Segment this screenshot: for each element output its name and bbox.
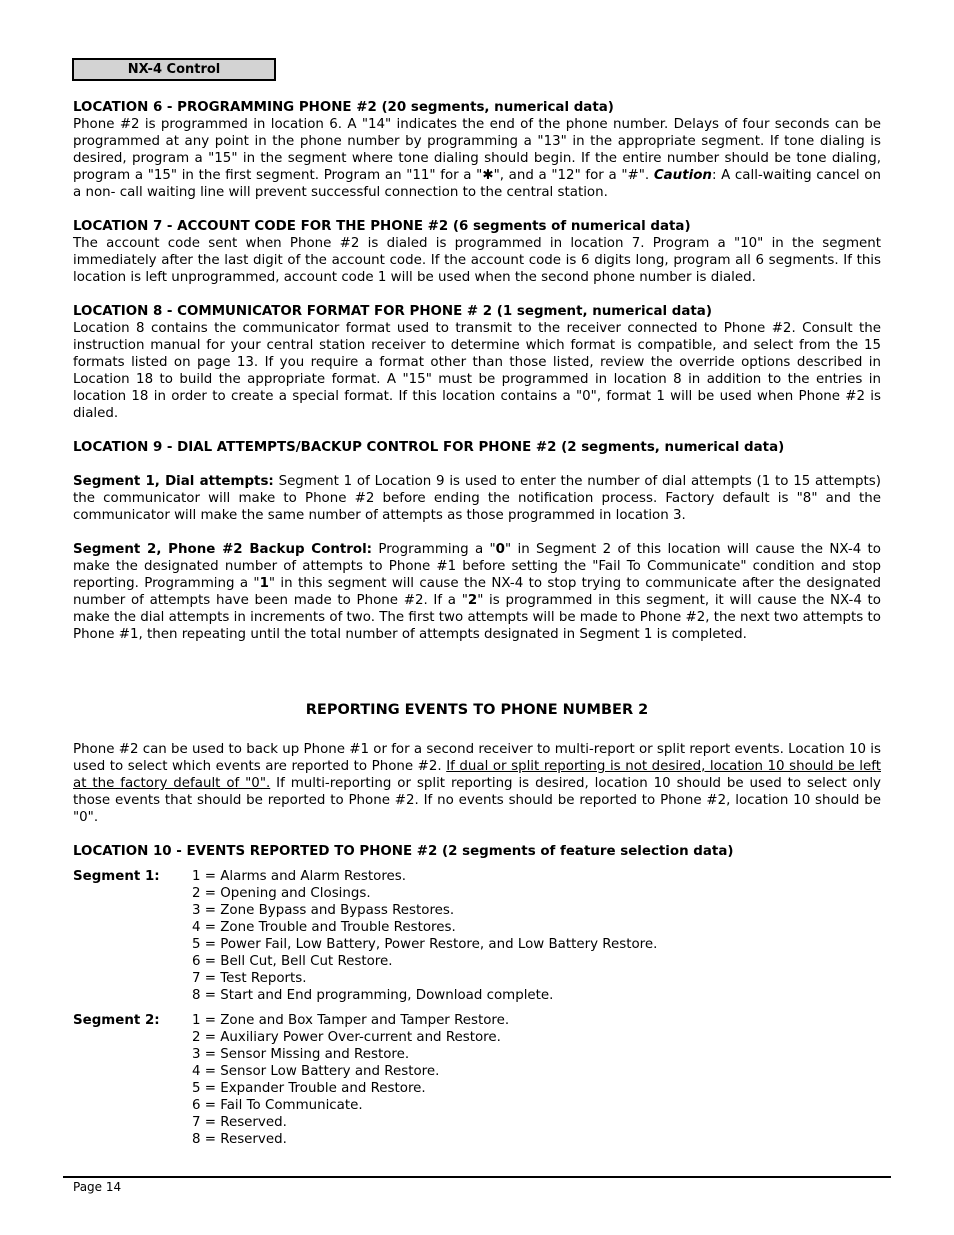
list-item: 5 = Expander Trouble and Restore.: [192, 1081, 426, 1096]
list-item: 1 = Zone and Box Tamper and Tamper Restore.: [192, 1013, 510, 1028]
location-8-body: Location 8 contains the communicator format used to transmit to the receiver connected to Phone #2. Consult the instruction manual for your central station receiver to determine which format is compatible, and select from the 15 formats listed on page 13. If you require a format other than those listed, review the override options described in Location 18 to build the appropriate format. A "15" must be programmed in location 8 in addition to the entries in location 18 in order to create a special format. If this location contains a "0", format 1 will be used when Phone #2 is dialed.: [73, 321, 881, 421]
segment-1-list: [192, 868, 657, 1004]
footer-divider: [63, 1176, 891, 1178]
list-item: 8 = Start and End programming, Download complete.: [192, 988, 554, 1003]
location-9-heading: LOCATION 9 - DIAL ATTEMPTS/BACKUP CONTROL FOR PHONE #2 (2 segments, numerical data): [73, 440, 785, 455]
list-item: 4 = Sensor Low Battery and Restore.: [192, 1064, 440, 1079]
list-item: 6 = Bell Cut, Bell Cut Restore.: [192, 954, 393, 969]
section-header-box: NX-4 Control: [72, 58, 276, 81]
list-item: 5 = Power Fail, Low Battery, Power Restore, and Low Battery Restore.: [192, 937, 658, 952]
caution-label: Caution: [653, 168, 712, 183]
reporting-section-body: Phone #2 can be used to back up Phone #1 or for a second receiver to multi-report or split report events. Location 10 is used to select which events are reported to Phone #2. If dual or split reporting is not desired, location 10 should be left at the factory default of "0". If multi-reporting or split reporting is desired, location 10 should be used to select only those events that should be reported to Phone #2. If no events should be reported to Phone #2, location 10 should be "0".: [73, 742, 881, 825]
list-item: 4 = Zone Trouble and Trouble Restores.: [192, 920, 456, 935]
list-item: 3 = Sensor Missing and Restore.: [192, 1047, 410, 1062]
list-item: 1 = Alarms and Alarm Restores.: [192, 869, 407, 884]
list-item: 7 = Test Reports.: [192, 971, 307, 986]
list-item: 8 = Reserved.: [192, 1132, 287, 1147]
list-item: 3 = Zone Bypass and Bypass Restores.: [192, 903, 455, 918]
segment-2-label: Segment 2:: [73, 1013, 160, 1028]
segment-1-label: Segment 1:: [73, 869, 160, 884]
page-number: Page 14: [73, 1180, 122, 1194]
list-item: 2 = Auxiliary Power Over-current and Restore.: [192, 1030, 501, 1045]
location-7-body: The account code sent when Phone #2 is dialed is programmed in location 7. Program a "10" in the segment immediately after the last digit of the account code. If the account code is 6 digits long, program all 6 segments. If this location is left unprogrammed, account code 1 will be used when the second phone number is dialed.: [73, 236, 881, 285]
list-item: 2 = Opening and Closings.: [192, 886, 371, 901]
location-8-heading: LOCATION 8 - COMMUNICATOR FORMAT FOR PHONE # 2 (1 segment, numerical data): [73, 304, 712, 319]
location-7-heading: LOCATION 7 - ACCOUNT CODE FOR THE PHONE #2 (6 segments of numerical data): [73, 219, 691, 234]
document-body: [73, 99, 881, 1148]
list-item: 6 = Fail To Communicate.: [192, 1098, 363, 1113]
list-item: 7 = Reserved.: [192, 1115, 287, 1130]
location-6-heading: LOCATION 6 - PROGRAMMING PHONE #2 (20 segments, numerical data): [73, 100, 614, 115]
location-9-segment-2: Segment 2, Phone #2 Backup Control: Programming a "0" in Segment 2 of this location will cause the NX-4 to make the designated number of attempts to Phone #1 before setting the "Fail To Communicate" condition and stop reporting. Programming a "1" in this segment will cause the NX-4 to stop trying to communicate after the designated number of attempts have been made to Phone #2. If a "2" is programmed in this segment, it will cause the NX-4 to make the dial attempts in increments of two. The first two attempts will be made to Phone #2, the next two attempts to Phone #1, then repeating until the total number of attempts designated in Segment 1 is completed.: [73, 542, 881, 642]
reporting-section-title: REPORTING EVENTS TO PHONE NUMBER 2: [305, 702, 649, 718]
star-glyph: ✱: [482, 168, 494, 183]
location-6-body: Phone #2 is programmed in location 6. A "14" indicates the end of the phone number. Delays of four seconds can be programmed at any point in the phone number by programming a "13" in the appropriate segment. If tone dialing is desired, program a "15" in the segment where tone dialing should begin. If the entire number should be tone dialing, program a "15" in the first segment. Program an "11" for a "✱", and a "12" for a "#". Caution: A call-waiting cancel on a non- call waiting line will prevent successful connection to the central station.: [73, 117, 881, 200]
location-10-heading: LOCATION 10 - EVENTS REPORTED TO PHONE #2 (2 segments of feature selection data): [73, 844, 734, 859]
location-9-segment-1: Segment 1, Dial attempts: Segment 1 of Location 9 is used to enter the number of dial attempts (1 to 15 attempts) the communicator will make to Phone #2 before ending the notification process. Factory default is "8" and the communicator will make the same number of attempts as those programmed in location 3.: [73, 474, 881, 523]
location-10-segment-2: [73, 1012, 881, 1148]
segment-2-list: [192, 1012, 509, 1148]
location-10-segment-1: [73, 868, 881, 1004]
